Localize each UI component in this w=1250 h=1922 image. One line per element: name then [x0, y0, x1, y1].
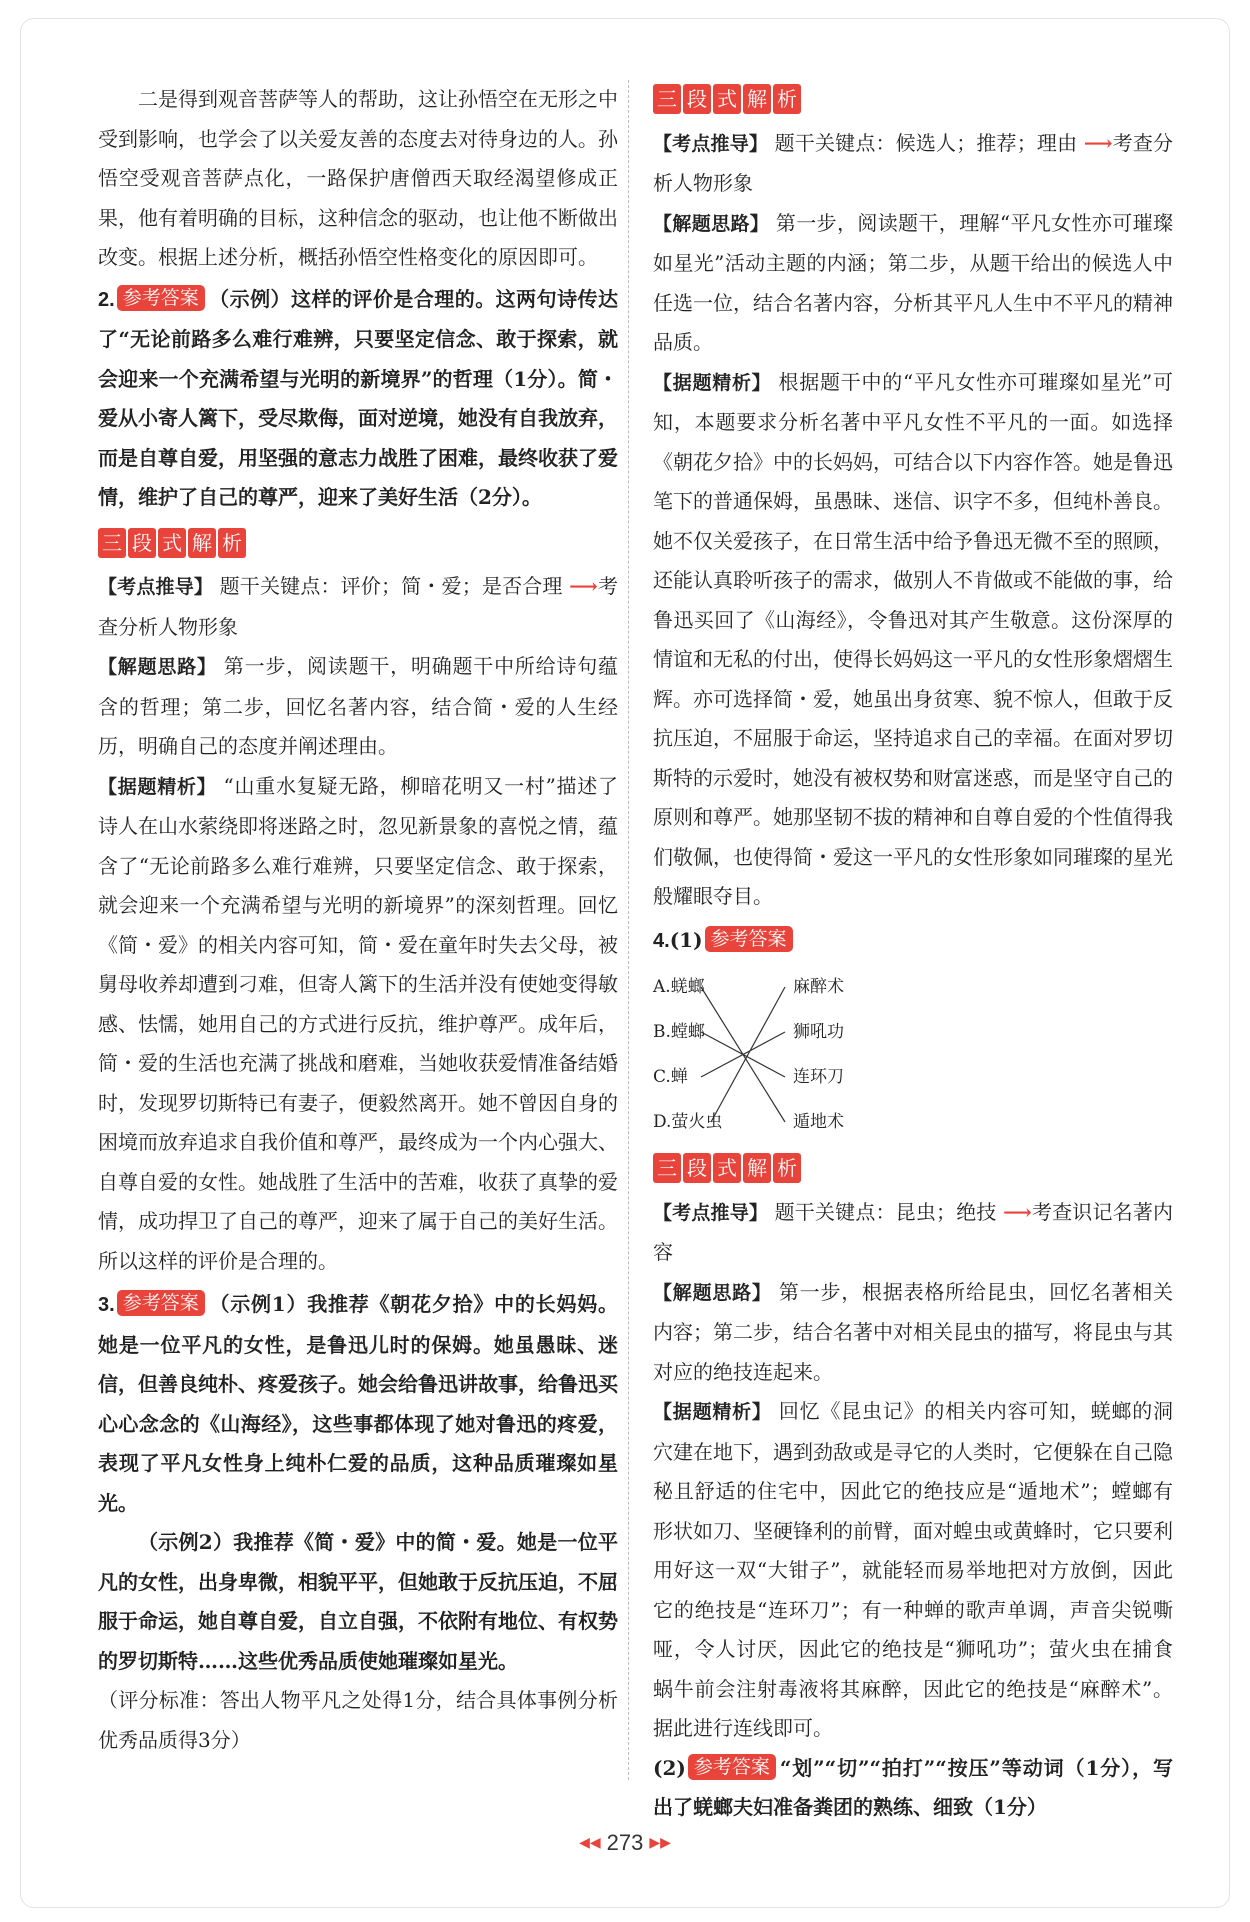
right-column [653, 80, 1173, 1828]
key-point-label: 【考点推导】 [98, 576, 214, 598]
banner-char: 三 [653, 1153, 681, 1183]
skill-2: 狮吼功 [793, 1022, 844, 1042]
q2-number: 2. [98, 288, 115, 311]
reference-answer-tag: 参考答案 [688, 1754, 776, 1780]
q4-sub-2: (2) [653, 1755, 686, 1780]
three-step-analysis-banner [653, 1149, 803, 1189]
q3-answer-2: （示例2）我推荐《简・爱》中的简・爱。她是一位平凡的女性，出身卑微，相貌平平，但她敢于反抗压迫，不屈服于命运，她自尊自爱，自立自强，不依附有地位、有权势的罗切斯特……这些优秀品质使她璀璨如星光。 [98, 1530, 618, 1673]
banner-char: 析 [773, 84, 801, 114]
q3-answer-1 [98, 1285, 618, 1523]
banner-char: 式 [158, 528, 186, 558]
column-divider [628, 80, 629, 1780]
q3-key-point [653, 124, 1173, 204]
banner-char: 析 [218, 528, 246, 558]
q4-answer-2-text: “划”“切”“拍打”“按压”等动词（1分），写出了蜣螂夫妇准备粪团的熟练、细致（1分） [653, 1755, 1173, 1819]
q4-number: 4. [653, 929, 670, 952]
thinking-text: 第一步，根据表格所给昆虫，回忆名著相关内容；第二步，结合名著中对相关昆虫的描写，将昆虫与其对应的绝技连起来。 [653, 1279, 1174, 1384]
insect-c: C.蝉 [653, 1067, 688, 1087]
chevron-left-icon: ◀◀ [579, 1834, 601, 1850]
three-step-analysis-banner [98, 524, 248, 564]
left-column [98, 80, 618, 1760]
page-number [0, 1830, 1250, 1856]
q4-thinking [653, 1273, 1173, 1393]
banner-char: 三 [653, 84, 681, 114]
key-point-label: 【考点推导】 [653, 132, 769, 155]
banner-char: 式 [713, 1153, 741, 1183]
matching-diagram [653, 969, 1173, 1139]
key-point-text: 题干关键点：候选人；推荐；理由 [774, 130, 1078, 155]
banner-char: 析 [773, 1153, 801, 1183]
analysis-text: 根据题干中的“平凡女性亦可璀璨如星光”可知，本题要求分析名著中平凡女性不平凡的一面。如选择《朝花夕拾》中的长妈妈，可结合以下内容作答。她是鲁迅笔下的普通保姆，虽愚昧、迷信、识字不多，但纯朴善良。她不仅关爱孩子，在日常生活中给予鲁迅无微不至的照顾，还能认真聆听孩子的需求，做别人不肯做或不能做的事，给鲁迅买回了《山海经》，令鲁迅对其产生敬意。这份深厚的情谊和无私的付出，使得长妈妈这一平凡的女性形象熠熠生辉。亦可选择简・爱，她虽出身贫寒、貌不惊人，但敢于反抗压迫，不屈服于命运，坚持追求自己的幸福。在面对罗切斯特的示爱时，她没有被权势和财富迷惑，而是坚守自己的原则和尊严。她那坚韧不拔的精神和自尊自爱的个性值得我们敬佩，也使得简・爱这一平凡的女性形象如同璀璨的星光般耀眼夺目。 [653, 369, 1174, 908]
analysis-label: 【据题精析】 [98, 775, 217, 798]
reference-answer-tag: 参考答案 [117, 285, 205, 311]
skill-3: 连环刀 [793, 1067, 844, 1087]
key-point-tail: 考查分析人物形象 [98, 574, 619, 639]
skill-1: 麻醉术 [793, 977, 844, 997]
q3-number: 3. [98, 1294, 115, 1316]
banner-char: 段 [683, 84, 711, 114]
insect-d: D.萤火虫 [653, 1112, 723, 1132]
banner-char: 段 [128, 528, 156, 558]
q3-analysis [653, 363, 1173, 917]
thinking-label: 【解题思路】 [653, 212, 770, 235]
key-point-tail: 考查分析人物形象 [653, 130, 1174, 195]
skill-4: 遁地术 [793, 1112, 844, 1132]
thinking-text: 第一步，阅读题干，明确题干中所给诗句蕴含的哲理；第二步，回忆名著内容，结合简・爱的人生经历，明确自己的态度并阐述理由。 [98, 654, 619, 758]
paragraph-q1-tail: 二是得到观音菩萨等人的帮助，这让孙悟空在无形之中受到影响，也学会了以关爱友善的态度去对待身边的人。孙悟空受观音菩萨点化，一路保护唐僧西天取经渴望修成正果，他有着明确的目标，这种信念的驱动，也让他不断做出改变。根据上述分析，概括孙悟空性格变化的原因即可。 [98, 87, 618, 269]
q4-answer-1 [653, 921, 1173, 962]
banner-char: 解 [743, 84, 771, 114]
q2-analysis [98, 767, 618, 1282]
thinking-label: 【解题思路】 [98, 656, 217, 678]
insect-b: B.螳螂 [653, 1022, 705, 1042]
q4-analysis [653, 1392, 1173, 1749]
q3-scoring: （评分标准：答出人物平凡之处得1分，结合具体事例分析优秀品质得3分） [98, 1688, 618, 1752]
q4-answer-2 [653, 1749, 1173, 1828]
insect-a: A.蜣螂 [653, 977, 705, 997]
page-number-text: 273 [606, 1830, 644, 1855]
match-line-d-a [711, 987, 785, 1122]
analysis-text: 回忆《昆虫记》的相关内容可知，蜣螂的洞穴建在地下，遇到劲敌或是寻它的人类时，它便躲在自己隐秘且舒适的住宅中，因此它的绝技应是“遁地术”；螳螂有形状如刀、坚硬锋利的前臂，面对蝗虫或黄蜂时，它只要利用好这一双“大钳子”，就能轻而易举地把对方放倒，因此它的绝技是“连环刀”；有一种蝉的歌声单调，声音尖锐嘶哑，令人讨厌，因此它的绝技是“狮吼功”；萤火虫在捕食蜗牛前会注射毒液将其麻醉，因此它的绝技是“麻醉术”。据此进行连线即可。 [653, 1399, 1174, 1740]
arrow-icon: ⟶ [569, 574, 598, 598]
arrow-icon: ⟶ [1003, 1199, 1032, 1224]
banner-char: 段 [683, 1153, 711, 1183]
three-step-analysis-banner [653, 80, 803, 120]
q4-key-point [653, 1193, 1173, 1273]
reference-answer-tag: 参考答案 [705, 926, 793, 952]
q4-sub-1: (1) [669, 927, 703, 952]
banner-char: 解 [188, 528, 216, 558]
q2-thinking [98, 647, 618, 767]
key-point-tail: 考查识记名著内容 [653, 1199, 1174, 1264]
thinking-label: 【解题思路】 [653, 1281, 772, 1304]
reference-answer-tag: 参考答案 [117, 1290, 205, 1316]
q2-answer-text: （示例）这样的评价是合理的。这两句诗传达了“无论前路多么难行难辨，只要坚定信念、敢于探索，就会迎来一个充满希望与光明的新境界”的哲理（1分）。简・爱从小寄人篱下，受尽欺侮，面对逆境，她没有自我放弃，而是自尊自爱，用坚强的意志力战胜了困难，最终收获了爱情，维护了自己的尊严，迎来了美好生活（2分）。 [98, 286, 618, 509]
q3-thinking [653, 204, 1173, 363]
analysis-label: 【据题精析】 [653, 371, 772, 394]
arrow-icon: ⟶ [1083, 130, 1113, 155]
key-point-text: 题干关键点：昆虫；绝技 [774, 1199, 997, 1224]
q2-answer [98, 280, 618, 518]
key-point-label: 【考点推导】 [653, 1201, 769, 1224]
q3-answer-text-1: （示例1）我推荐《朝花夕拾》中的长妈妈。她是一位平凡的女性，是鲁迅儿时的保姆。她虽愚昧、迷信，但善良纯朴、疼爱孩子。她会给鲁迅讲故事，给鲁迅买心心念念的《山海经》，这些事都体现了她对鲁迅的疼爱，表现了平凡女性身上纯朴仁爱的品质，这种品质璀璨如星光。 [98, 1292, 618, 1515]
banner-char: 三 [98, 528, 126, 558]
analysis-label: 【据题精析】 [653, 1401, 772, 1423]
q2-key-point [98, 567, 618, 647]
key-point-text: 题干关键点：评价；简・爱；是否合理 [219, 574, 563, 598]
analysis-text: “山重水复疑无路，柳暗花明又一村”描述了诗人在山水萦绕即将迷路之时，忽见新景象的喜悦之情，蕴含了“无论前路多么难行难辨，只要坚定信念、敢于探索，就会迎来一个充满希望与光明的新境界”的深刻哲理。回忆《简・爱》的相关内容可知，简・爱在童年时失去父母，被舅母收养却遭到刁难，但寄人篱下的生活并没有使她变得敏感、怯懦，她用自己的方式进行反抗，维护尊严。成年后，简・爱的生活也充满了挑战和磨难，当她收获爱情准备结婚时，发现罗切斯特已有妻子，便毅然离开。她不曾因自身的困境而放弃追求自我价值和尊严，最终成为一个内心强大、自尊自爱的女性。她战胜了生活中的苦难，收获了真挚的爱情，成功捍卫了自己的尊严，迎来了属于自己的美好生活。所以这样的评价是合理的。 [98, 773, 619, 1273]
banner-char: 解 [743, 1153, 771, 1183]
chevron-right-icon: ▶▶ [649, 1834, 671, 1850]
thinking-text: 第一步，阅读题干，理解“平凡女性亦可璀璨如星光”活动主题的内涵；第二步，从题干给出的候选人中任选一位，结合名著内容，分析其平凡人生中不平凡的精神品质。 [653, 210, 1173, 354]
banner-char: 式 [713, 84, 741, 114]
